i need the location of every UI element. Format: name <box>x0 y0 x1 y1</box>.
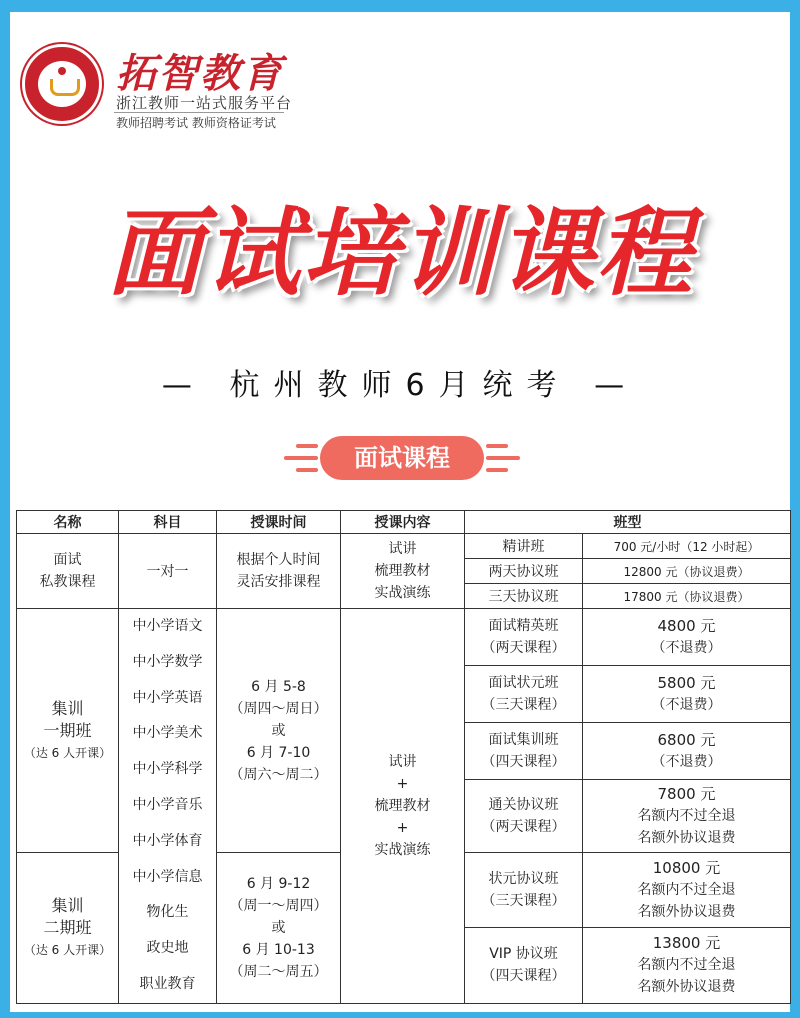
class-type: 面试集训班 （四天课程） <box>465 723 583 780</box>
class-price: 7800 元 名额内不过全退 名额外协议退费 <box>583 780 791 853</box>
class-price: 700 元/小时（12 小时起） <box>583 534 791 559</box>
list-item: 中小学信息 <box>132 868 203 885</box>
class-type: 精讲班 <box>465 534 583 559</box>
col-header-time: 授课时间 <box>217 511 341 534</box>
section-badge-label: 面试课程 <box>320 436 484 480</box>
class-price: 12800 元（协议退费） <box>583 559 791 584</box>
class-price: 10800 元 名额内不过全退 名额外协议退费 <box>583 853 791 928</box>
phase2-name: 集训 二期班 （达 6 人开课） <box>17 853 119 1004</box>
divider <box>114 112 284 113</box>
phase1-name: 集训 一期班 （达 6 人开课） <box>17 609 119 853</box>
class-type: 面试精英班 （两天课程） <box>465 609 583 666</box>
list-item: 中小学数学 <box>132 653 203 670</box>
brand-name: 拓智教育 <box>116 50 284 97</box>
class-price: 6800 元 （不退费） <box>583 723 791 780</box>
col-header-subject: 科目 <box>119 511 217 534</box>
brand-seal-icon <box>22 44 102 124</box>
private-content: 试讲 梳理教材 实战演练 <box>341 534 465 609</box>
decor-dash <box>296 444 318 448</box>
brand-services: 教师招聘考试 教师资格证考试 <box>116 116 276 130</box>
table-header-row <box>17 511 791 534</box>
subject-list <box>119 609 217 1004</box>
class-type: 状元协议班 （三天课程） <box>465 853 583 928</box>
list-item: 中小学音乐 <box>132 796 203 813</box>
group-content: 试讲 + 梳理教材 + 实战演练 <box>341 609 465 1004</box>
phase1-time: 6 月 5-8 （周四～周日） 或 6 月 7-10 （周六～周二） <box>217 609 341 853</box>
section-badge <box>282 436 522 484</box>
class-price: 4800 元 （不退费） <box>583 609 791 666</box>
table-row <box>17 609 791 666</box>
class-type: 两天协议班 <box>465 559 583 584</box>
list-item: 政史地 <box>146 940 189 957</box>
list-item: 中小学科学 <box>132 761 203 778</box>
class-price: 5800 元 （不退费） <box>583 666 791 723</box>
page-subtitle: — 杭州教师6月统考 — <box>161 368 639 403</box>
brand-tagline: 浙江教师一站式服务平台 <box>116 94 293 112</box>
decor-dash <box>486 456 520 460</box>
col-header-content: 授课内容 <box>341 511 465 534</box>
decor-dash <box>486 468 508 472</box>
list-item: 中小学体育 <box>132 832 203 849</box>
col-header-name: 名称 <box>17 511 119 534</box>
list-item: 中小学美术 <box>132 725 203 742</box>
list-item: 职业教育 <box>139 975 196 992</box>
private-time: 根据个人时间 灵活安排课程 <box>217 534 341 609</box>
poster-card <box>10 12 790 1012</box>
private-course-name: 面试 私教课程 <box>17 534 119 609</box>
private-subject: 一对一 <box>119 534 217 609</box>
class-price: 17800 元（协议退费） <box>583 584 791 609</box>
list-item: 中小学英语 <box>132 689 203 706</box>
brand-logo <box>18 42 298 142</box>
class-price: 13800 元 名额内不过全退 名额外协议退费 <box>583 927 791 1003</box>
class-type: 通关协议班 （两天课程） <box>465 780 583 853</box>
table-row <box>17 534 791 559</box>
class-type: VIP 协议班 （四天课程） <box>465 927 583 1003</box>
page-title: 面试培训课程 <box>106 197 694 309</box>
class-type: 面试状元班 （三天课程） <box>465 666 583 723</box>
decor-dash <box>296 468 318 472</box>
list-item: 物化生 <box>146 904 189 921</box>
phase2-time: 6 月 9-12 （周一～周四） 或 6 月 10-13 （周二～周五） <box>217 853 341 1004</box>
decor-dash <box>486 444 508 448</box>
col-header-class-type: 班型 <box>465 511 791 534</box>
decor-dash <box>284 456 318 460</box>
list-item: 中小学语文 <box>132 618 203 634</box>
class-type: 三天协议班 <box>465 584 583 609</box>
schedule-table <box>16 510 791 1004</box>
